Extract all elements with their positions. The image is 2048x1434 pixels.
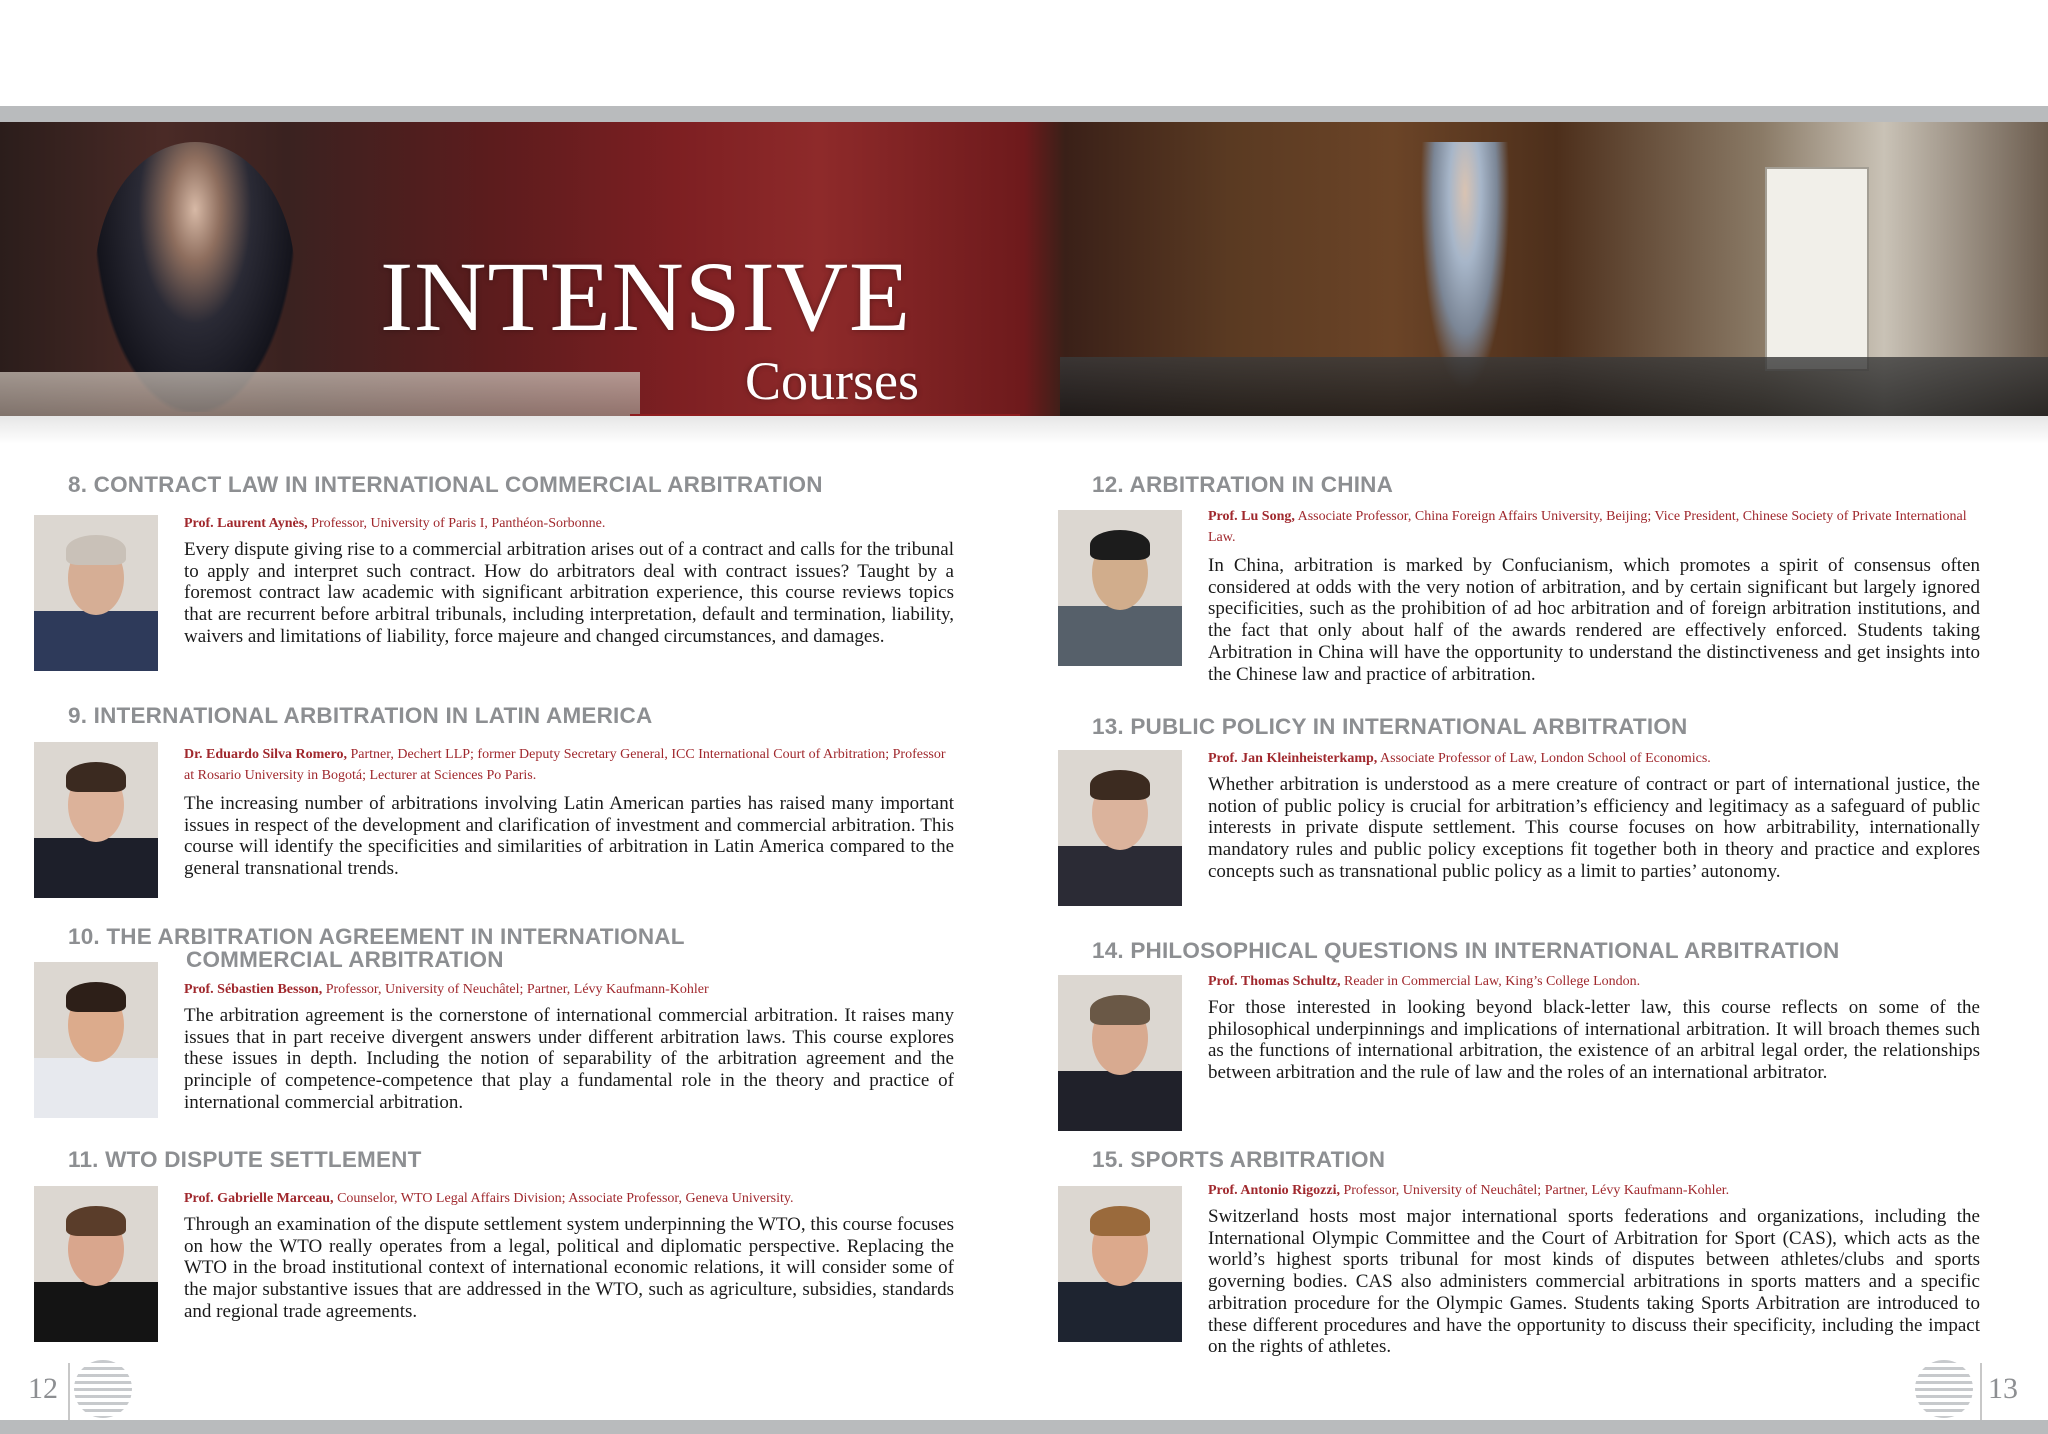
- instructor-role: Reader in Commercial Law, King’s College London.: [1340, 974, 1641, 989]
- instructor-name: Prof. Gabrielle Marceau,: [184, 1191, 334, 1206]
- instructor-line: [1208, 1180, 1980, 1201]
- instructor-role: Professor, University of Neuchâtel; Partner, Lévy Kaufmann-Kohler: [322, 982, 709, 997]
- instructor-name: Prof. Sébastien Besson,: [184, 982, 323, 997]
- instructor-photo: [1058, 1186, 1182, 1342]
- instructor-line: [184, 744, 954, 786]
- course-13: [1092, 715, 1687, 738]
- instructor-name: Prof. Laurent Aynès,: [184, 516, 308, 531]
- course-heading: 12. ARBITRATION IN CHINA: [1092, 472, 1394, 497]
- course-description: Switzerland hosts most major international sports federations and organizations, including the International Olympic Committee and the Court of Arbitration for Sport (CAS), which acts as the world’s highest sports tribunal for most kinds of disputes between athletes/clubs and sports governing bodies. CAS also administers commercial arbitrations in sports matters and a specific arbitration procedure for the Olympic Games. Students taking Sports Arbitration are introduced to these different procedures and have the opportunity to discuss their specificity, including the impact on the rights of athletes.: [1208, 1206, 1980, 1358]
- course-14: [1092, 939, 1840, 962]
- course-description: The increasing number of arbitrations involving Latin American parties has raised many important issues in respect of the development and clarification of investment and commercial arbitration. This course will identify the specificities and similarities of arbitration in Latin America compared to the general transnational trends.: [184, 793, 954, 880]
- table-left: [0, 372, 640, 416]
- under-banner-band: [0, 416, 2048, 444]
- course-heading: 15. SPORTS ARBITRATION: [1092, 1147, 1386, 1172]
- instructor-name: Dr. Eduardo Silva Romero,: [184, 747, 347, 762]
- course-heading: 13. PUBLIC POLICY IN INTERNATIONAL ARBITRATION: [1092, 714, 1688, 739]
- course-description: For those interested in looking beyond black-letter law, this course reflects on some of the philosophical underpinnings and implications of international arbitration. It will broach themes such as the functions of international arbitration, the existence of an arbitral legal order, the relationships between arbitration and the rule of law and the roles of an international arbitrator.: [1208, 997, 1980, 1084]
- course-9: [68, 704, 652, 727]
- speaker-figure-right: [1420, 142, 1510, 392]
- bottom-rule: [0, 1420, 2048, 1434]
- banner-title: INTENSIVE: [380, 241, 912, 352]
- course-heading: 11. WTO DISPUTE SETTLEMENT: [68, 1147, 422, 1172]
- instructor-line: [1208, 971, 1980, 992]
- instructor-role: Professor, University of Paris I, Panthéon-Sorbonne.: [307, 516, 606, 531]
- page-number-right: 13: [1988, 1372, 2018, 1405]
- course-8: [68, 473, 823, 496]
- course-description: In China, arbitration is marked by Confucianism, which promotes a spirit of consensus often considered at odds with the very notion of arbitration, and by certain significant but largely ignored specificities, such as the prohibition of ad hoc arbitration and of foreign arbitration institutions, and the fact that only about half of the awards rendered are effectively enforced. Students taking Arbitration in China will have the opportunity to understand the distinctiveness and get insights into the Chinese law and practice of arbitration.: [1208, 555, 1980, 685]
- instructor-name: Prof. Thomas Schultz,: [1208, 974, 1341, 989]
- instructor-photo: [34, 742, 158, 898]
- instructor-role: Partner, Dechert LLP; former Deputy Secretary General, ICC International Court of Arbitration; Professor at Rosario University in Bogotá; Lecturer at Sciences Po Paris.: [184, 747, 946, 783]
- globe-logo-icon: [1915, 1360, 1973, 1418]
- course-description: Through an examination of the dispute settlement system underpinning the WTO, this course focuses on how the WTO really operates from a legal, political and diplomatic perspective. Replacing the WTO in the broad institutional context of international economic relations, it will consider some of the major substantive issues that are addressed in the WTO, such as agriculture, subsidies, standards and regional trade agreements.: [184, 1214, 954, 1322]
- instructor-line: [184, 979, 954, 1000]
- instructor-photo: [1058, 975, 1182, 1131]
- table-right: [1060, 357, 2048, 416]
- instructor-role: Professor, University of Neuchâtel; Partner, Lévy Kaufmann-Kohler.: [1339, 1183, 1730, 1198]
- instructor-line: [1208, 748, 1980, 769]
- course-11: [68, 1148, 422, 1171]
- instructor-photo: [34, 1186, 158, 1342]
- globe-logo-icon: [74, 1360, 132, 1418]
- course-15: [1092, 1148, 1385, 1171]
- footer-divider-right: [1980, 1363, 1982, 1423]
- course-10: [68, 925, 685, 971]
- course-heading: 8. CONTRACT LAW IN INTERNATIONAL COMMERCIAL ARBITRATION: [68, 472, 823, 497]
- course-heading: 9. INTERNATIONAL ARBITRATION IN LATIN AMERICA: [68, 703, 653, 728]
- instructor-role: Counselor, WTO Legal Affairs Division; Associate Professor, Geneva University.: [333, 1191, 794, 1206]
- top-rule: [0, 106, 2048, 122]
- instructor-role: Associate Professor, China Foreign Affairs University, Beijing; Vice President, Chinese Society of Private International Law.: [1208, 509, 1967, 545]
- instructor-photo: [1058, 750, 1182, 906]
- footer-divider-left: [68, 1363, 70, 1423]
- instructor-line: [1208, 506, 1980, 548]
- instructor-role: Associate Professor of Law, London School of Economics.: [1377, 751, 1711, 766]
- banner-subtitle: Courses: [745, 351, 919, 411]
- page-number-left: 12: [28, 1372, 58, 1405]
- instructor-name: Prof. Lu Song,: [1208, 509, 1295, 524]
- banner-photo: [0, 122, 2048, 416]
- course-heading: 10. THE ARBITRATION AGREEMENT IN INTERNATIONAL COMMERCIAL ARBITRATION: [68, 924, 685, 972]
- course-description: Whether arbitration is understood as a mere creature of contract or part of international justice, the notion of public policy is crucial for arbitration’s efficiency and legitimacy as a safeguard of public interests in private dispute settlement. This course focuses on how arbitrability, internationally mandatory rules and public policy exceptions fit together both in theory and practice and explores concepts such as transnational public policy as a limit to parties’ autonomy.: [1208, 774, 1980, 882]
- course-description: Every dispute giving rise to a commercial arbitration arises out of a contract and calls for the tribunal to apply and interpret such contract. How do arbitrators deal with contract issues? Taught by a foremost contract law academic with significant arbitration experience, this course reviews topics that are recurrent before arbitral tribunals, including interpretation, default and termination, liability, waivers and limitations of liability, force majeure and changed circumstances, and damages.: [184, 539, 954, 647]
- instructor-photo: [1058, 510, 1182, 666]
- instructor-line: [184, 1188, 954, 1209]
- course-12: [1092, 473, 1393, 496]
- instructor-photo: [34, 515, 158, 671]
- flipchart-board: [1765, 167, 1869, 371]
- course-heading: 14. PHILOSOPHICAL QUESTIONS IN INTERNATIONAL ARBITRATION: [1092, 938, 1840, 963]
- instructor-name: Prof. Jan Kleinheisterkamp,: [1208, 751, 1378, 766]
- course-description: The arbitration agreement is the cornerstone of international commercial arbitration. It raises many issues that in part receive divergent answers under different arbitration laws. This course explores these issues in depth. Including the notion of separability of the arbitration agreement and the principle of competence-competence that play a fundamental role in the theory and practice of international commercial arbitration.: [184, 1005, 954, 1113]
- instructor-photo: [34, 962, 158, 1118]
- instructor-name: Prof. Antonio Rigozzi,: [1208, 1183, 1340, 1198]
- instructor-line: [184, 513, 954, 534]
